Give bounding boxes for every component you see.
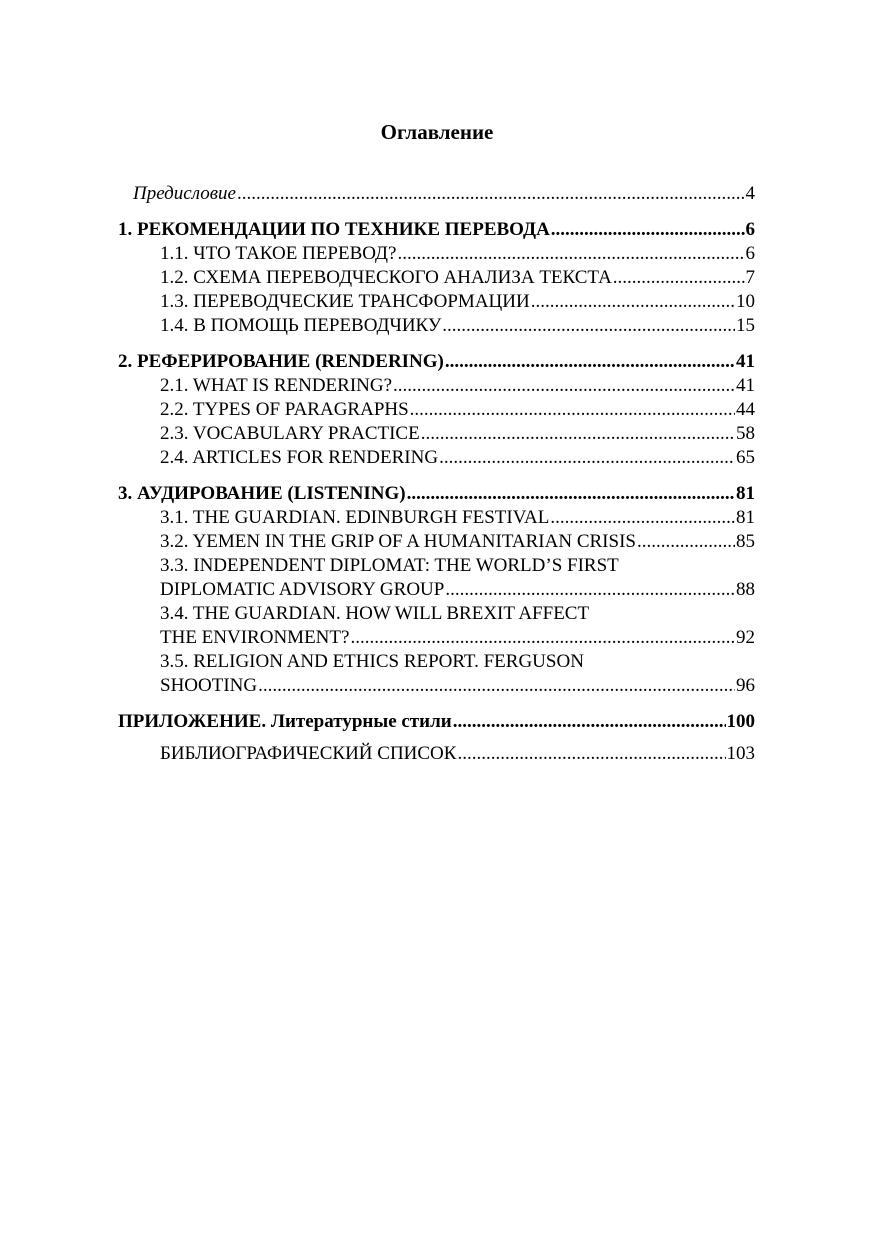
toc-entry-3-5[interactable] — [118, 650, 755, 698]
page-title: Оглавление — [380, 120, 494, 144]
toc-entry-label: БИБЛИОГРАФИЧЕСКИЙ СПИСОК — [160, 743, 457, 764]
toc-chapter-label: 1. РЕКОМЕНДАЦИИ ПО ТЕХНИКЕ ПЕРЕВОДА — [118, 219, 550, 240]
toc-page-number: 41 — [736, 375, 755, 396]
toc-entry-1-1[interactable] — [118, 242, 755, 266]
dot-leader — [258, 674, 735, 698]
dot-leader — [410, 398, 735, 422]
toc-page-number: 92 — [736, 627, 755, 648]
toc-entry-label: 2.1. WHAT IS RENDERING? — [160, 375, 393, 396]
dot-leader — [397, 242, 744, 266]
toc-entry-label: 1.1. ЧТО ТАКОЕ ПЕРЕВОД? — [160, 243, 397, 264]
toc-page-number: 85 — [736, 531, 755, 552]
dot-leader — [550, 506, 735, 530]
toc-entry-label: 1.4. В ПОМОЩЬ ПЕРЕВОДЧИКУ — [160, 315, 442, 336]
toc-entry-3-3[interactable] — [118, 554, 755, 602]
toc-page-number: 7 — [745, 267, 755, 288]
toc-entry-1-2[interactable] — [118, 266, 755, 290]
toc-page-number: 100 — [726, 711, 755, 732]
toc-entry-label-line1: 3.3. INDEPENDENT DIPLOMAT: THE WORLD’S FIRST — [160, 555, 619, 576]
toc-chapter-3[interactable] — [118, 482, 755, 506]
toc-page-number: 6 — [745, 243, 755, 264]
dot-leader — [457, 742, 725, 766]
toc-page-number: 65 — [736, 447, 755, 468]
toc-chapter-label: 3. АУДИРОВАНИЕ (LISTENING) — [118, 483, 406, 504]
toc-page-number: 96 — [736, 675, 755, 696]
toc-entry-label: SHOOTING — [160, 675, 258, 696]
dot-leader — [393, 374, 735, 398]
toc-entry-label: 2.4. ARTICLES FOR RENDERING — [160, 447, 439, 468]
dot-leader — [551, 218, 745, 242]
toc-chapter-2[interactable] — [118, 350, 755, 374]
toc-entry-label-line1: 3.4. THE GUARDIAN. HOW WILL BREXIT AFFECT — [160, 603, 590, 624]
toc-entry-label-line1: 3.5. RELIGION AND ETHICS REPORT. FERGUSON — [160, 651, 584, 672]
toc-entry-label: 3.1. THE GUARDIAN. EDINBURGH FESTIVAL — [160, 507, 550, 528]
toc-chapter-label: 2. РЕФЕРИРОВАНИЕ (RENDERING) — [118, 351, 444, 372]
toc-entry-label: 1.3. ПЕРЕВОДЧЕСКИЕ ТРАНСФОРМАЦИИ — [160, 291, 530, 312]
toc-entry-bibliography[interactable] — [118, 742, 755, 766]
dot-leader — [407, 482, 735, 506]
toc-page-number: 81 — [736, 483, 755, 504]
toc-entry-label: 2.3. VOCABULARY PRACTICE — [160, 423, 420, 444]
toc-page-number: 88 — [736, 579, 755, 600]
dot-leader — [453, 710, 726, 734]
dot-leader — [442, 314, 735, 338]
toc-entry-label: 3.2. YEMEN IN THE GRIP OF A HUMANITARIAN CRISIS — [160, 531, 636, 552]
toc-entry-label: Предисловие — [133, 183, 236, 204]
table-of-contents — [118, 182, 755, 766]
toc-page-number: 41 — [736, 351, 755, 372]
toc-entry-label: 2.2. TYPES OF PARAGRAPHS — [160, 399, 409, 420]
toc-page-number: 10 — [736, 291, 755, 312]
dot-leader — [531, 290, 735, 314]
toc-entry-3-1[interactable] — [118, 506, 755, 530]
toc-entry-1-3[interactable] — [118, 290, 755, 314]
dot-leader — [637, 530, 735, 554]
toc-entry-2-3[interactable] — [118, 422, 755, 446]
toc-appendix[interactable] — [118, 710, 755, 734]
toc-page-number: 103 — [726, 743, 755, 764]
toc-entry-3-4[interactable] — [118, 602, 755, 650]
toc-entry-1-4[interactable] — [118, 314, 755, 338]
toc-page-number: 4 — [745, 183, 755, 204]
toc-chapter-1[interactable] — [118, 218, 755, 242]
toc-page-number: 44 — [736, 399, 755, 420]
dot-leader — [421, 422, 735, 446]
toc-entry-preface[interactable] — [118, 182, 755, 206]
toc-chapter-label: ПРИЛОЖЕНИЕ. Литературные стили — [118, 711, 452, 732]
dot-leader — [613, 266, 745, 290]
toc-entry-label: 1.2. СХЕМА ПЕРЕВОДЧЕСКОГО АНАЛИЗА ТЕКСТА — [160, 267, 612, 288]
toc-page-number: 58 — [736, 423, 755, 444]
toc-page-number: 81 — [736, 507, 755, 528]
toc-entry-2-2[interactable] — [118, 398, 755, 422]
dot-leader — [445, 350, 735, 374]
toc-entry-2-1[interactable] — [118, 374, 755, 398]
toc-entry-3-2[interactable] — [118, 530, 755, 554]
dot-leader — [350, 626, 735, 650]
toc-page-number: 15 — [736, 315, 755, 336]
dot-leader — [439, 446, 735, 470]
toc-entry-label: DIPLOMATIC ADVISORY GROUP — [160, 579, 445, 600]
toc-entry-label: THE ENVIRONMENT? — [160, 627, 350, 648]
toc-entry-2-4[interactable] — [118, 446, 755, 470]
dot-leader — [237, 182, 745, 206]
toc-page-number: 6 — [745, 219, 755, 240]
dot-leader — [445, 578, 735, 602]
